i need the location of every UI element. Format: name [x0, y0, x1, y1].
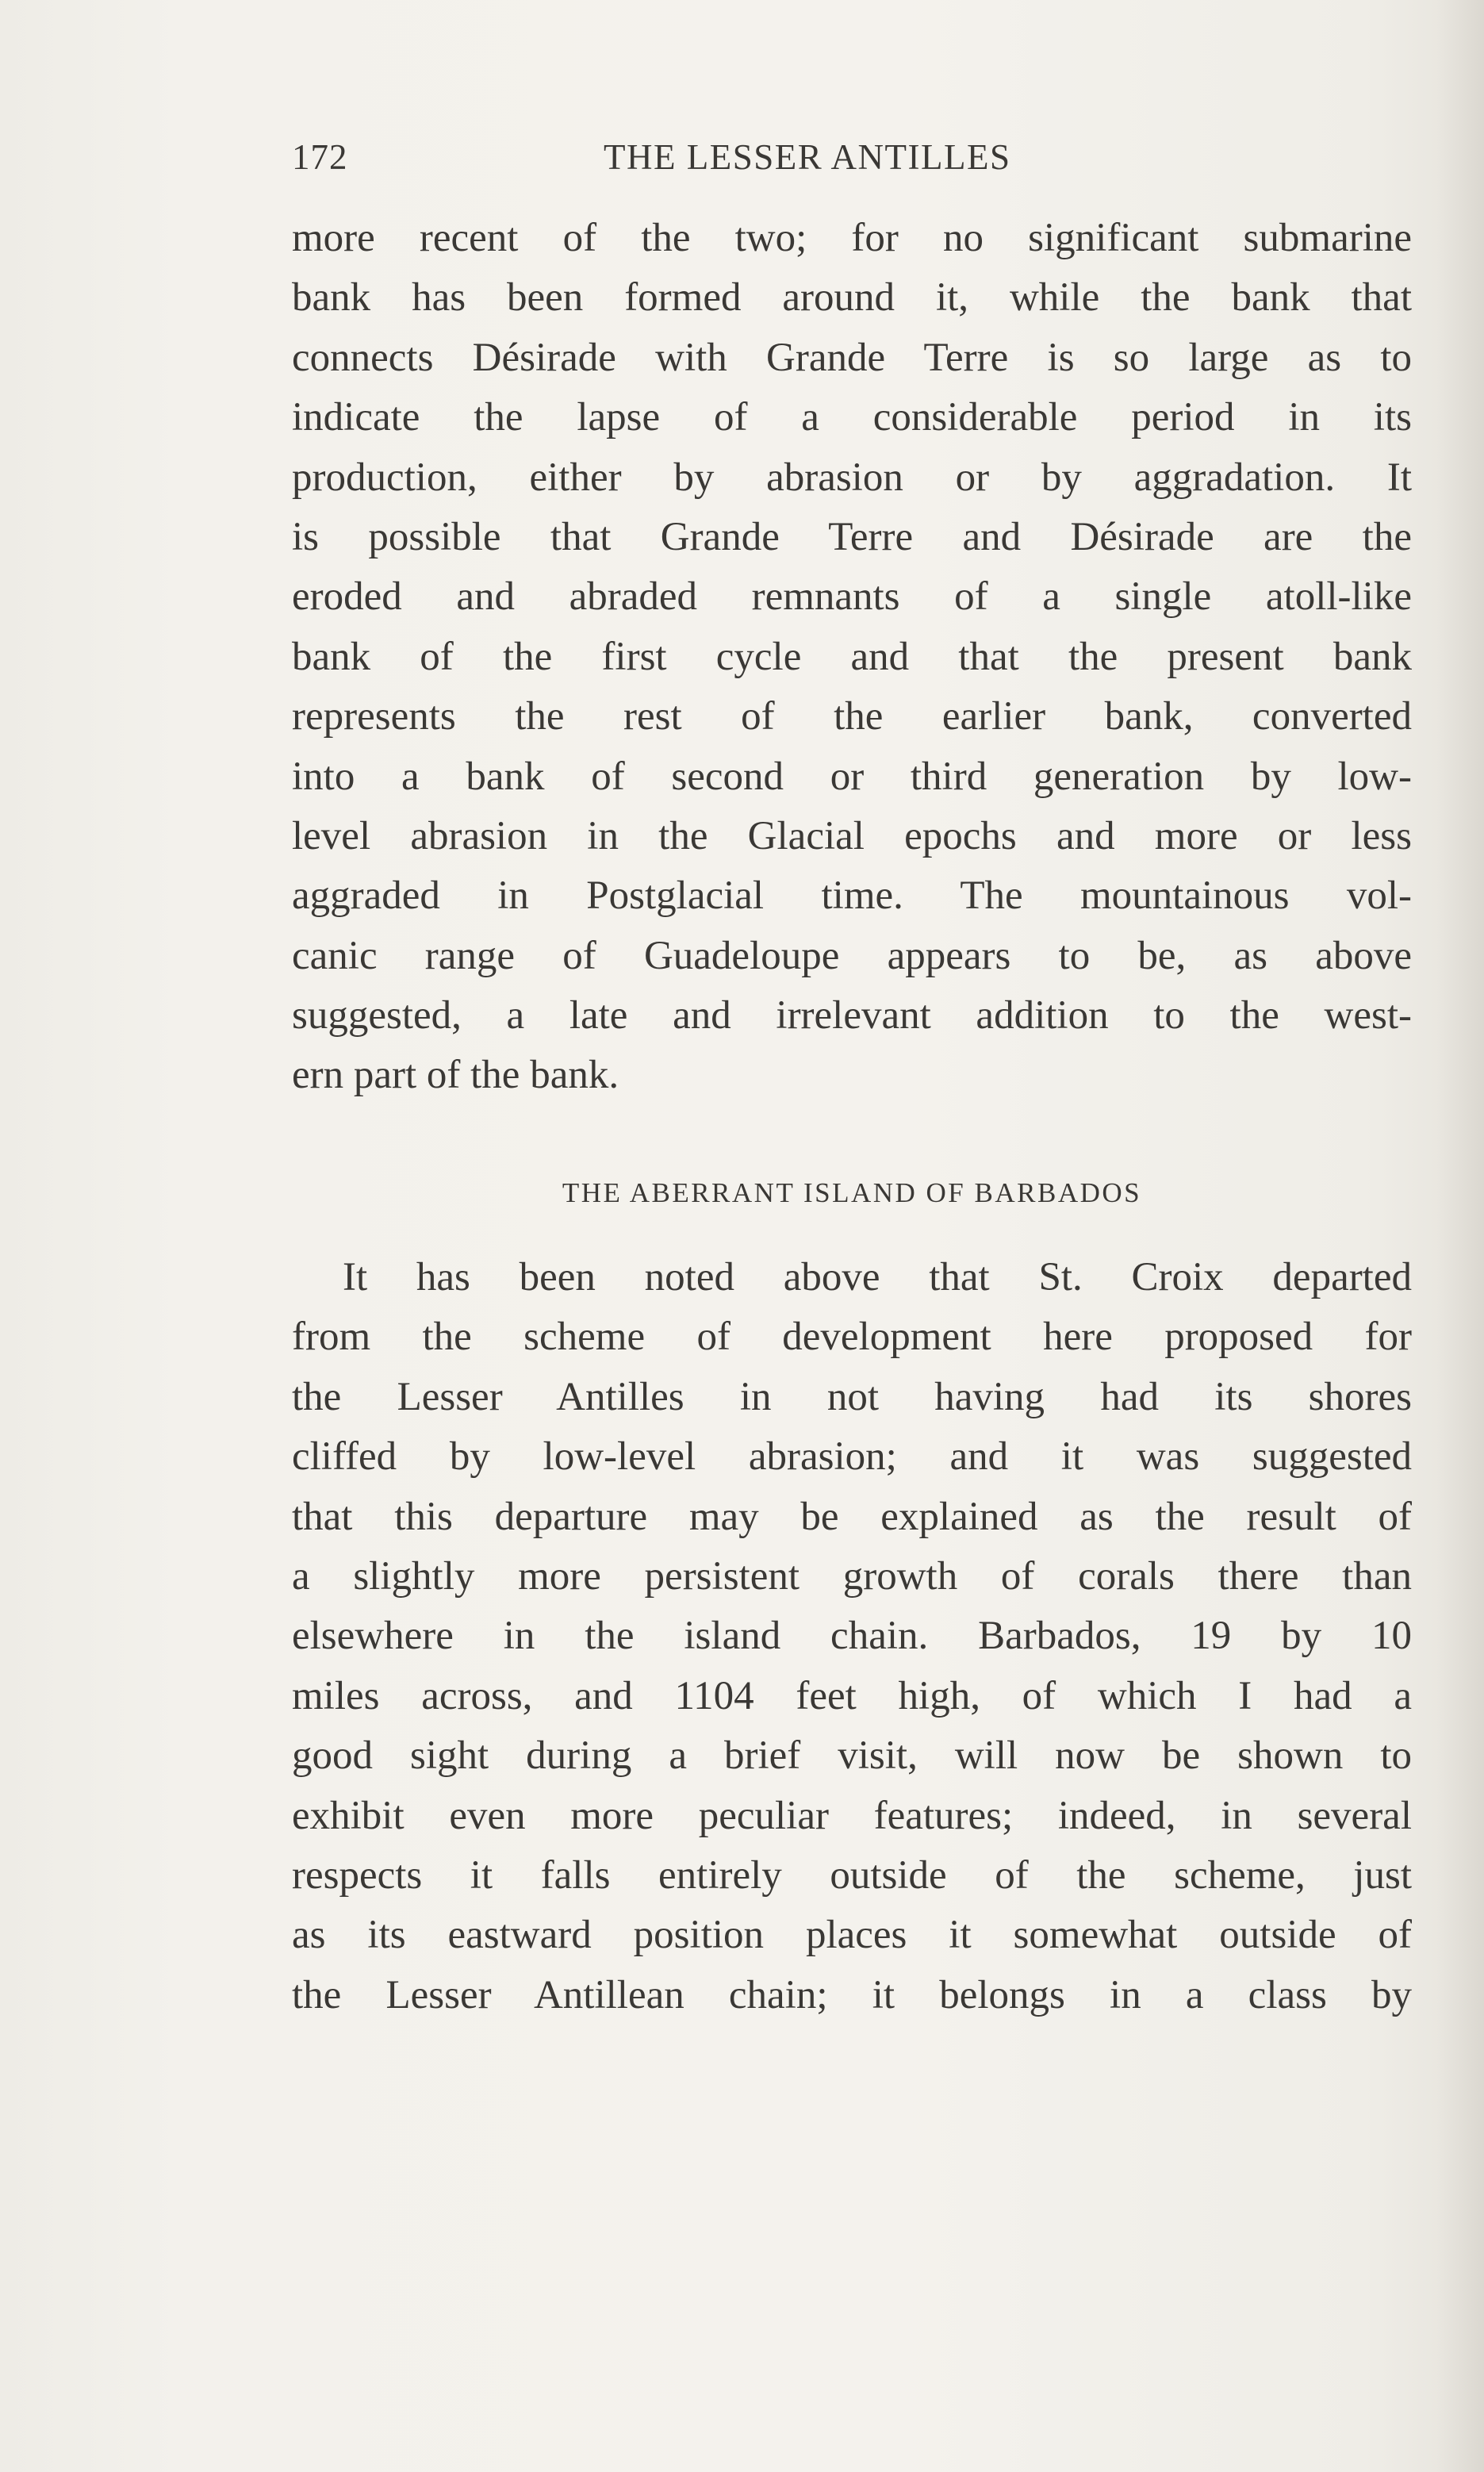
text-line: canic range of Guadeloupe appears to be, as above: [292, 933, 1412, 978]
section-heading: THE ABERRANT ISLAND OF BARBADOS: [562, 1177, 1142, 1208]
page-edge-shadow: [1436, 0, 1484, 2472]
text-line: exhibit even more peculiar features; indeed, in several: [292, 1793, 1412, 1838]
text-line: as its eastward position places it somewhat outside of: [292, 1913, 1412, 1958]
running-head-title: THE LESSER ANTILLES: [604, 137, 1011, 177]
paragraph-1: [292, 209, 1412, 1106]
text-line: into a bank of second or third generation by low-: [292, 754, 1412, 799]
text-line: is possible that Grande Terre and Désirade are the: [292, 514, 1412, 559]
text-line: bank has been formed around it, while the bank that: [292, 275, 1412, 321]
running-head: [292, 132, 1412, 182]
text-line: indicate the lapse of a considerable period in its: [292, 395, 1412, 440]
text-line: ern part of the bank.: [292, 1053, 619, 1098]
text-line: represents the rest of the earlier bank, converted: [292, 694, 1412, 739]
text-line: the Lesser Antilles in not having had its shores: [292, 1374, 1412, 1419]
text-line: cliffed by low-level abrasion; and it was suggested: [292, 1434, 1412, 1480]
text-line: a slightly more persistent growth of corals there than: [292, 1553, 1412, 1599]
text-line: more recent of the two; for no significant submarine: [292, 216, 1412, 260]
text-line: production, either by abrasion or by aggradation. It: [292, 455, 1412, 500]
text-line: from the scheme of development here proposed for: [292, 1315, 1412, 1360]
text-line: eroded and abraded remnants of a single atoll-like: [292, 574, 1412, 620]
page-number: 172: [292, 137, 348, 177]
paragraph-2: [292, 1248, 1412, 2025]
text-line: bank of the first cycle and that the present bank: [292, 634, 1412, 679]
text-line: It has been noted above that St. Croix departed: [343, 1255, 1412, 1299]
text-line: suggested, a late and irrelevant addition to the west-: [292, 993, 1412, 1038]
text-line: miles across, and 1104 feet high, of which I had a: [292, 1673, 1412, 1718]
text-line: that this departure may be explained as the result of: [292, 1494, 1412, 1539]
text-line: connects Désirade with Grande Terre is so large as to: [292, 335, 1412, 380]
text-line: the Lesser Antillean chain; it belongs in a class by: [292, 1972, 1412, 2017]
text-line: level abrasion in the Glacial epochs and more or less: [292, 813, 1412, 858]
text-line: aggraded in Postglacial time. The mountainous vol-: [292, 873, 1412, 919]
text-line: elsewhere in the island chain. Barbados, 19 by 10: [292, 1614, 1412, 1659]
text-line: good sight during a brief visit, will now be shown to: [292, 1733, 1412, 1779]
text-line: respects it falls entirely outside of the scheme, just: [292, 1852, 1412, 1898]
